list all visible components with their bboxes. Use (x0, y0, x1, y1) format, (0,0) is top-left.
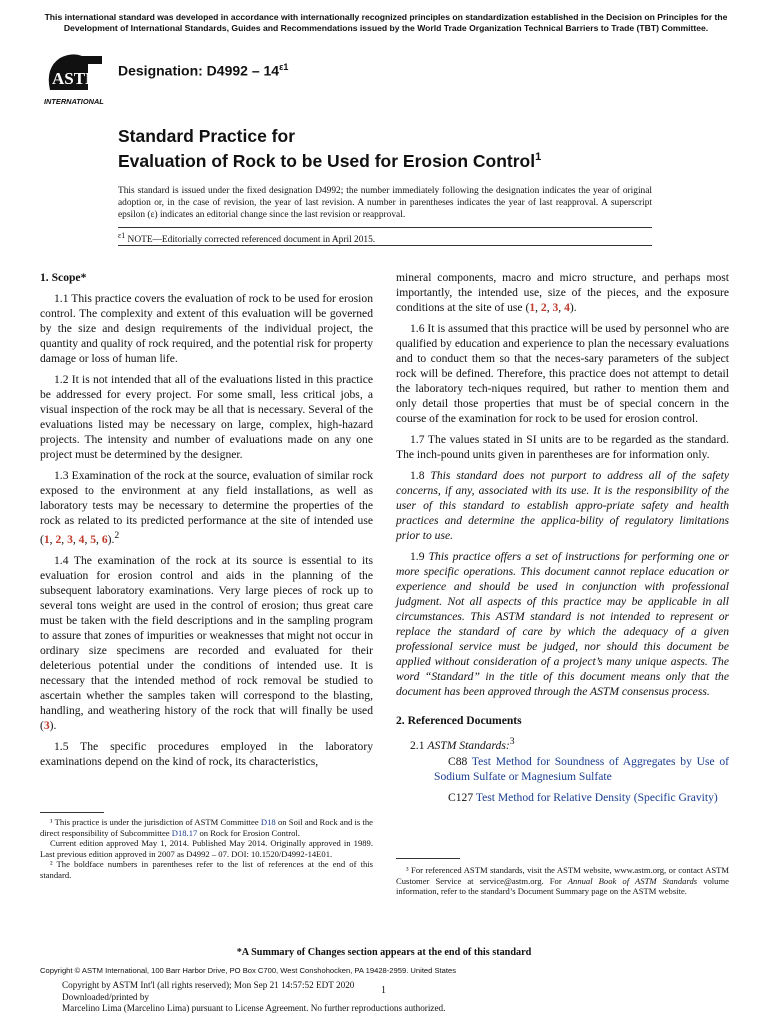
paragraph-2-1-text: ASTM Standards: (427, 738, 510, 752)
footnote-3 (396, 865, 729, 897)
standard-code: C88 (448, 754, 468, 768)
footnote-1-text: on Soil and Rock and is the direct responsibility of Subcommittee (40, 817, 373, 838)
ref-link[interactable]: 4 (564, 301, 570, 314)
ref-link[interactable]: 1 (529, 301, 536, 314)
footnote-3-text: ³ For referenced ASTM standards, visit the ASTM website, www.astm.org, or contact ASTM Customer Service at service@astm.org. For (396, 865, 729, 886)
footnote-3-text: volume information, refer to the standard’s Document Summary page on the ASTM website. (396, 875, 729, 896)
left-column (40, 270, 373, 775)
standard-item (396, 754, 729, 784)
footnote-marker: 2 (114, 530, 120, 541)
ref-link[interactable]: 5 (90, 532, 97, 546)
summary-notice: *A Summary of Changes section appears at the end of this standard (236, 947, 532, 958)
license-line: Marcelino Lima (Marcelino Lima) pursuant to License Agreement. No further reproductions authorized. (62, 1003, 446, 1013)
standard-link[interactable]: Test Method for Soundness of Aggregates by Use of Sodium Sulfate or Magnesium Sulfate (434, 754, 729, 783)
title-sup: 1 (535, 151, 542, 163)
footnote-marker: 3 (509, 736, 515, 747)
designation-sup: ε1 (279, 62, 289, 72)
refdocs-heading: 2. Referenced Documents (396, 714, 522, 727)
paragraph-1-9 (396, 549, 729, 699)
ref-link[interactable]: 2 (540, 301, 547, 314)
ref-link[interactable]: 4 (78, 532, 85, 546)
ref-link[interactable]: 1 (43, 532, 50, 546)
note-sup: ε1 (118, 231, 126, 240)
ref-link[interactable]: 6 (101, 532, 108, 546)
page-title (118, 126, 541, 172)
paragraph-1-5: 1.5 The specific procedures employed in the laboratory examinations depend on the kind of rock, its characteristics, (40, 739, 373, 768)
page-number: 1 (381, 985, 386, 996)
scope-heading: 1. Scope* (40, 271, 87, 284)
paragraph-1-3-text: 1.3 Examination of the rock at the source, evaluation of similar rock exposed to the environment at any field installations, as well as laboratory tests may be necessary to determine the properties of the rock as related to its predicted performance at the site of intended use ( (40, 469, 373, 546)
subcommittee-link[interactable]: D18.17 (171, 827, 198, 838)
paragraph-1-4-end: ). (49, 718, 57, 732)
paragraph-number: 2.1 (410, 738, 428, 752)
paragraph-1-7: 1.7 The values stated in SI units are to be regarded as the standard. The inch-pound units given in parentheses are for information only. (396, 433, 729, 461)
intro-paragraph: This standard is issued under the fixed designation D4992; the number immediately following the designation indicates the year of original adoption or, in the case of revision, the year of last revision. A number in parentheses indicates the year of last reapproval. A superscript epsilon (ε) indicates an editorial change since the last revision or reapproval. (118, 186, 652, 220)
designation (118, 62, 288, 79)
divider-bottom (118, 245, 652, 246)
divider-top (118, 227, 652, 228)
footnote-divider (396, 858, 460, 859)
footnote-1-text: on Rock for Erosion Control. (197, 827, 300, 838)
astm-logo (42, 50, 112, 108)
license-block (62, 980, 445, 1015)
paragraph-1-8 (396, 468, 729, 543)
ref-link[interactable]: 3 (43, 718, 50, 732)
paragraph-1-5-end: ). (569, 301, 577, 314)
paragraph-number: 1.8 (410, 469, 431, 482)
paragraph-1-4-text: 1.4 The examination of the rock at its source is essential to its evaluation for erosion control and aids in the planning of the subsequent laboratory examinations. Very large pieces of rock up to several tons weight are used in the control of erosion; thus great care must be taken with the field descriptions and in the sampling program to assure that zones of impurities or weaknesses that might not occur in ordinary size specimens are recorded and evaluated for their deleterious potential under the conditions of intended use. It is necessary that the intended method of rock removal be studied to ascertain whether the samples taken will correspond to the blasting, handling, and weathering history of the rock that will finally be used ( (40, 553, 373, 732)
paragraph-number: 1.9 (410, 550, 429, 563)
title-line1: Standard Practice for (118, 126, 295, 146)
paragraph-1-8-text: This standard does not purport to address all of the safety concerns, if any, associated with its use. It is the responsibility of the user of this standard to establish appro-priate safety and health practices and determine the applica-bility of regulatory limitations prior to use. (396, 469, 730, 542)
footnote-1-text: ¹ This practice is under the jurisdiction of ASTM Committee (50, 817, 261, 827)
paragraph-1-9-text: This practice offers a set of instructions for performing one or more specific operations. This document cannot replace education or experience and should be used in conjunction with professional judgment. Not all aspects of this practice may be applicable in all circumstances. This ASTM standard is not intended to represent or replace the standard of care by which the adequacy of a given professional service must be judged, nor should this document be applied without consideration of a project’s many unique aspects. The word “Standard” in the title of this document means only that the document has been approved through the ASTM consensus process. (396, 550, 729, 698)
paragraph-1-3: 1.3 Examination of the rock at the source, evaluation of similar rock exposed to the environment at any field installations, as well as laboratory tests may be necessary to determine the properties of the rock as related to its predicted performance at the site of intended use (1, 2, 3, 4, 5, 6).$^2$ (40, 469, 373, 546)
logo-text: ASTM (52, 69, 102, 88)
designation-label: Designation: D4992 – 14 (118, 62, 280, 79)
paragraph-1-5-cont-text: mineral components, macro and micro structure, and perhaps most importantly, the intended use, size of the pieces, and the exposure conditions at the site of use ( (396, 271, 729, 314)
paragraph-1-6: 1.6 It is assumed that this practice will be used by personnel who are qualified by education and experience to plan the necessary evaluations and to conduct them so that the neces-sary parameters of the subject rock will be defined. Therefore, this practice does not attempt to detail the laboratory tech-niques required, but rather to mention them and only detail those properties that must be of special concern in the course of the examination for rock to be used for erosion control. (396, 322, 729, 425)
editorial-note (118, 231, 375, 245)
committee-link[interactable]: D18 (260, 817, 276, 827)
right-column (396, 270, 729, 811)
note-text: NOTE—Editorially corrected referenced document in April 2015. (125, 235, 376, 246)
copyright-line: Copyright © ASTM International, 100 Barr Harbor Drive, PO Box C700, West Conshohocken, PA 19428-2959. United States (40, 966, 457, 975)
standard-item (396, 790, 729, 805)
license-line: Copyright by ASTM Int'l (all rights reserved); Mon Sep 21 14:57:52 EDT 2020 (62, 980, 355, 990)
title-line2: Evaluation of Rock to be Used for Erosion Control (118, 150, 536, 171)
logo-subtext: INTERNATIONAL (44, 97, 104, 106)
title-line2-wrap (118, 147, 541, 172)
footnote-1 (40, 817, 373, 838)
top-notice: This international standard was developed in accordance with internationally recognized principles on standardization established in the Decision on Principles for the Development of International Standards, Guides and Recommendations issued by the World Trade Organization Technical Barriers to Trade (TBT) Committee. (44, 12, 728, 33)
footnote-2: ² The boldface numbers in parentheses refer to the list of references at the end of this standard. (40, 859, 373, 880)
footnote-3-italic: Annual Book of ASTM Standards (567, 875, 698, 886)
ref-link[interactable]: 3 (552, 301, 559, 314)
paragraph-2-1 (396, 734, 729, 753)
footnotes-right (396, 865, 729, 897)
footnote-divider (40, 812, 104, 813)
paragraph-1-3-end: ). (107, 532, 115, 546)
standard-link[interactable]: Test Method for Relative Density (Specific Gravity) (475, 790, 718, 804)
paragraph-1-1: 1.1 This practice covers the evaluation of rock to be used for erosion control. The complexity and extent of this evaluation will be governed by the size and design requirements of the individual project, the quantity and quality of rock required, and the potential risk for property damage or loss of human life. (40, 292, 373, 365)
footnote-1-edition: Current edition approved May 1, 2014. Published May 2014. Originally approved in 1989. Last previous edition approved in 2007 as D4992 – 07. DOI: 10.1520/D4992-14E01. (40, 838, 373, 859)
footnotes-left (40, 817, 373, 880)
standard-code: C127 (448, 790, 474, 804)
license-line: Downloaded/printed by (62, 991, 150, 1002)
paragraph-1-5-cont: mineral components, macro and micro structure, and perhaps most importantly, the intended use, size of the pieces, and the exposure conditions at the site of use (1, 2, 3, 4). (396, 271, 729, 314)
ref-link[interactable]: 3 (67, 532, 73, 546)
ref-link[interactable]: 2 (55, 532, 62, 546)
paragraph-1-4 (40, 553, 373, 733)
paragraph-1-2: 1.2 It is not intended that all of the evaluations listed in this practice be addressed for every project. For some small, less critical jobs, a visual inspection of the rock may be all that is necessary. Several of the evaluations listed may be necessary on large, complex, high-hazard projects. The intensity and number of evaluations made on any one project must be determined by the designer. (40, 373, 373, 461)
